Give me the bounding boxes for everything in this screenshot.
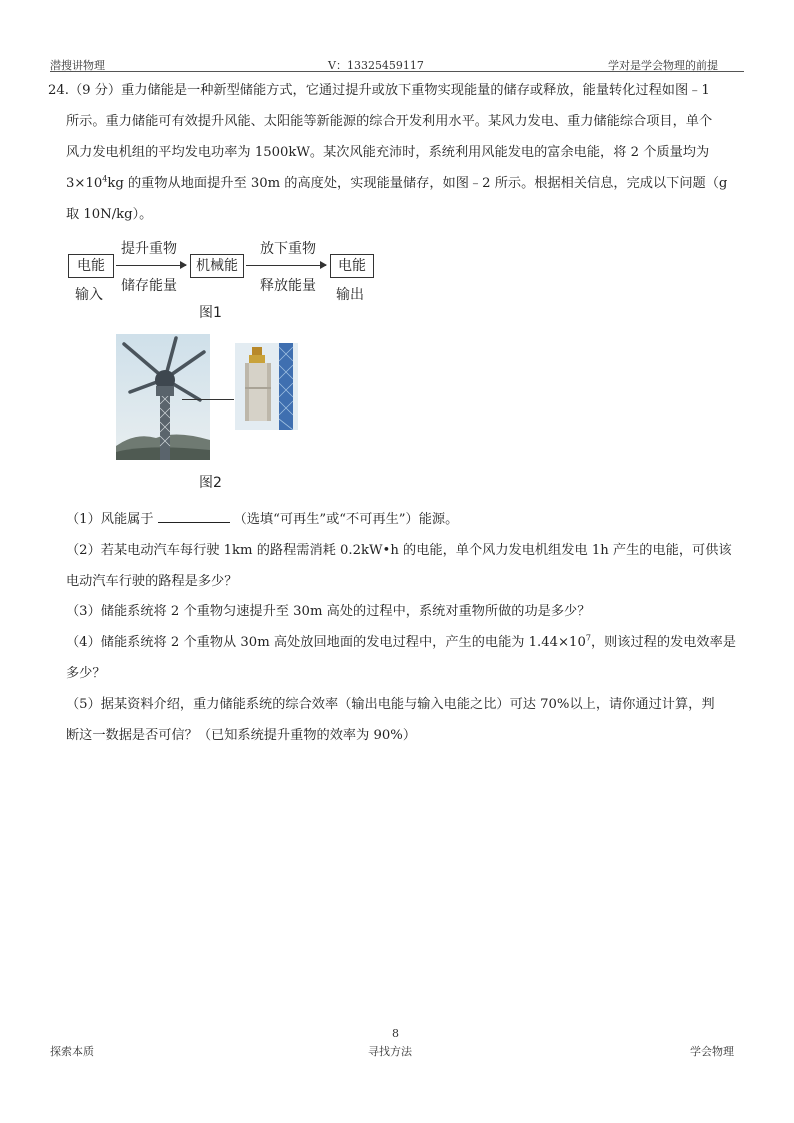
subquestion-4-line-1 [66,631,736,650]
arrow-2 [246,265,326,266]
header-left: 潜搜讲物理 [50,59,105,72]
q4-exponent: 7 [585,633,591,643]
intro-line-4 [48,168,748,199]
intro-line-2: 所示。重力储能可有效提升风能、太阳能等新能源的综合开发利用水平。某风力发电、重力储能综合项目，单个 [66,114,713,129]
label-output: 输出 [336,287,364,303]
box-mechanical: 机械能 [190,254,244,278]
label-release: 释放能量 [260,278,316,294]
intro-line-1 [48,75,748,106]
mass-exponent: 4 [102,174,108,184]
mass-value: 3×10 [66,176,103,191]
subquestion-2-line-1: （2）若某电动汽车每行驶 1km 的路程需消耗 0.2kW•h 的电能，单个风力发电机组发电 1h 产生的电能，可供该 [66,543,732,558]
header-rule [50,71,744,72]
footer-right: 学会物理 [690,1045,734,1058]
label-lower: 放下重物 [260,241,316,257]
intro-line-5: 取 10N/kg）。 [66,207,153,222]
subquestion-1 [66,508,458,527]
subquestion-2-line-2: 电动汽车行驶的路程是多少？ [66,574,238,589]
intro-line-3: 风力发电机组的平均发电功率为 1500kW。某次风能充沛时，系统利用风能发电的富余电能，将 2 个质量均为 [66,145,710,160]
footer-center: 寻找方法 [368,1045,412,1058]
connector-line [182,399,234,400]
box-electric-output: 电能 [330,254,374,278]
label-input: 输入 [75,287,103,303]
subquestion-5-line-2: 断这一数据是否可信？（已知系统提升重物的效率为 90%） [66,728,417,743]
q1-suffix: （选填“可再生”或“不可再生”）能源。 [233,512,459,527]
figure-2-caption: 图2 [199,475,222,491]
weight-block-photo [235,343,298,430]
q1-prefix: （1）风能属于 [66,512,154,527]
q4-text-a: （4）储能系统将 2 个重物从 30m 高处放回地面的发电过程中，产生的电能为 1.44×10 [66,635,586,650]
q4-text-b: ，则该过程的发电效率是 [590,635,736,650]
q1-answer-blank[interactable] [158,510,230,523]
tower-crane-photo [116,334,210,460]
header-right: 学对是学会物理的前提 [608,59,718,72]
intro-text-1: 重力储能是一种新型储能方式，它通过提升或放下重物实现能量的储存或释放，能量转化过程如图﹣1 [121,83,710,98]
figure-1-caption: 图1 [199,305,222,321]
question-number: 24.（9 分） [48,83,122,98]
intro-text-4: kg 的重物从地面提升至 30m 的高度处，实现能量储存，如图﹣2 所示。根据相关信息，完成以下问题（g [107,176,728,191]
label-lift: 提升重物 [121,241,177,257]
subquestion-5-line-1: （5）据某资料介绍，重力储能系统的综合效率（输出电能与输入电能之比）可达 70%以上，请你通过计算，判 [66,697,715,712]
arrow-1 [116,265,186,266]
box-electric-input: 电能 [68,254,114,278]
subquestion-4-line-2: 多少？ [66,666,106,681]
footer-left: 探索本质 [50,1045,94,1058]
subquestion-3: （3）储能系统将 2 个重物匀速提升至 30m 高处的过程中，系统对重物所做的功是多少？ [66,604,591,619]
page-number: 8 [392,1027,399,1040]
label-store: 储存能量 [121,278,177,294]
question-intro [48,75,748,230]
header-center: V：13325459117 [328,59,424,72]
